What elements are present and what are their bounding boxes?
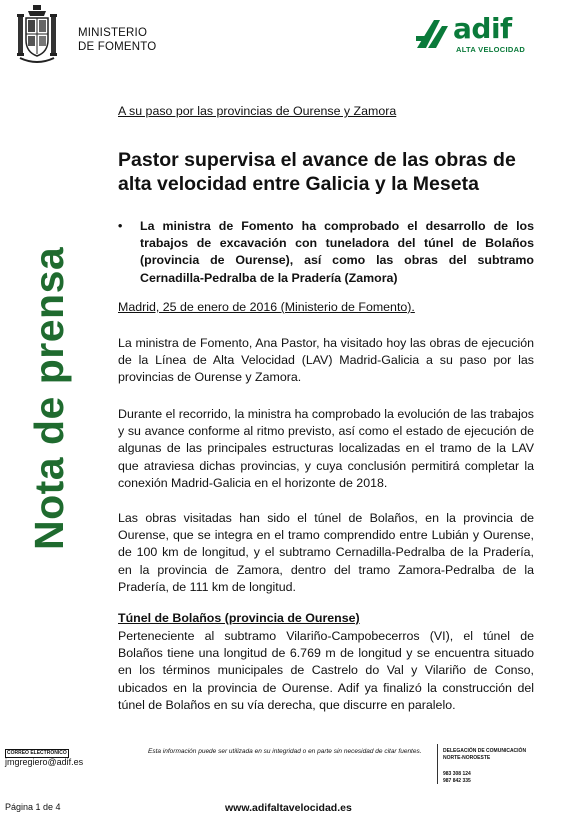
phone-1: 983 308 124 xyxy=(443,771,471,777)
ministry-line-2: DE FOMENTO xyxy=(78,41,157,53)
phone-numbers xyxy=(443,771,471,784)
ministry-line-1: MINISTERIO xyxy=(78,27,148,39)
bullet-text: La ministra de Fomento ha comprobado el desarrollo de los trabajos de excavación con tuneladora del túnel de Bolaños (provincia de Ourense), así como las obras del subtramo Cernadilla-Pedralba de la Pradería (Zamora) xyxy=(140,219,534,285)
article-paragraph-2: Durante el recorrido, la ministra ha comprobado la evolución de las trabajos y su avance conforme al ritmo previsto, así como el estado de ejecución de algunas de las principales estructuras localizadas en el tramo de la LAV que atraviesa dichas provincias, y cuya conclusión permitirá completar la conexión Madrid-Galicia en el horizonte de 2018. xyxy=(118,407,534,490)
ministry-name xyxy=(78,26,156,54)
bullet-dot-icon: • xyxy=(118,219,123,233)
adif-brand-name: adif xyxy=(453,12,512,45)
contact-label: CORREO ELECTRÓNICO xyxy=(7,750,67,756)
footer-divider xyxy=(437,744,438,784)
coat-of-arms-logo xyxy=(14,4,60,66)
section-subtitle: Túnel de Bolaños (provincia de Ourense) xyxy=(118,611,360,625)
delegation-line-1: DELEGACIÓN DE COMUNICACIÓN xyxy=(443,748,527,754)
website-link[interactable]: www.adifaltavelocidad.es xyxy=(225,802,352,814)
phone-2: 987 842 335 xyxy=(443,777,471,784)
article-kicker: A su paso por las provincias de Ourense y Zamora xyxy=(118,104,397,118)
adif-brand-subtitle: ALTA VELOCIDAD xyxy=(456,45,526,54)
delegation-info xyxy=(443,748,526,761)
side-label-nota-de-prensa: Nota de prensa xyxy=(26,246,72,550)
article-paragraph-4: Perteneciente al subtramo Vilariño-Campobecerros (VI), el túnel de Bolaños tiene una longitud de 6.769 m de longitud y se encuentra situado en los términos municipales de Castrelo do Val y Vilariño de Conso, ubicados en la provincia de Ourense. Adif ya finalizó la construcción del túnel de Bolaños en su vía derecha, que discurre en paralelo. xyxy=(118,629,534,712)
article-paragraph-3: Las obras visitadas han sido el túnel de Bolaños, en la provincia de Ourense, que se integra en el tramo comprendido entre Lubián y Ourense, de 100 km de longitud, y el subtramo Cernadilla-Pedralba de la Pradería, en la provincia de Zamora, dentro del tramo Zamora-Pedralba de la Pradería, de 111 km de longitud. xyxy=(118,511,534,594)
article-title: Pastor supervisa el avance de las obras de alta velocidad entre Galicia y la Meseta xyxy=(118,149,516,195)
adif-logo-mark xyxy=(414,16,450,52)
page-number: Página 1 de 4 xyxy=(5,802,61,812)
article-paragraph-1: La ministra de Fomento, Ana Pastor, ha visitado hoy las obras de ejecución de la Línea de Alta Velocidad (LAV) Madrid-Galicia a su paso por las provincias de Ourense y Zamora. xyxy=(118,336,534,385)
contact-email-link[interactable]: jmgregiero@adif.es xyxy=(5,757,84,767)
article-dateline: Madrid, 25 de enero de 2016 (Ministerio de Fomento). xyxy=(118,300,415,314)
delegation-line-2: NORTE-NOROESTE xyxy=(443,754,491,761)
usage-note: Esta información puede ser utilizada en su integridad o en parte sin necesidad de citar fuentes. xyxy=(148,748,422,755)
article-highlight-bullet xyxy=(118,218,534,287)
